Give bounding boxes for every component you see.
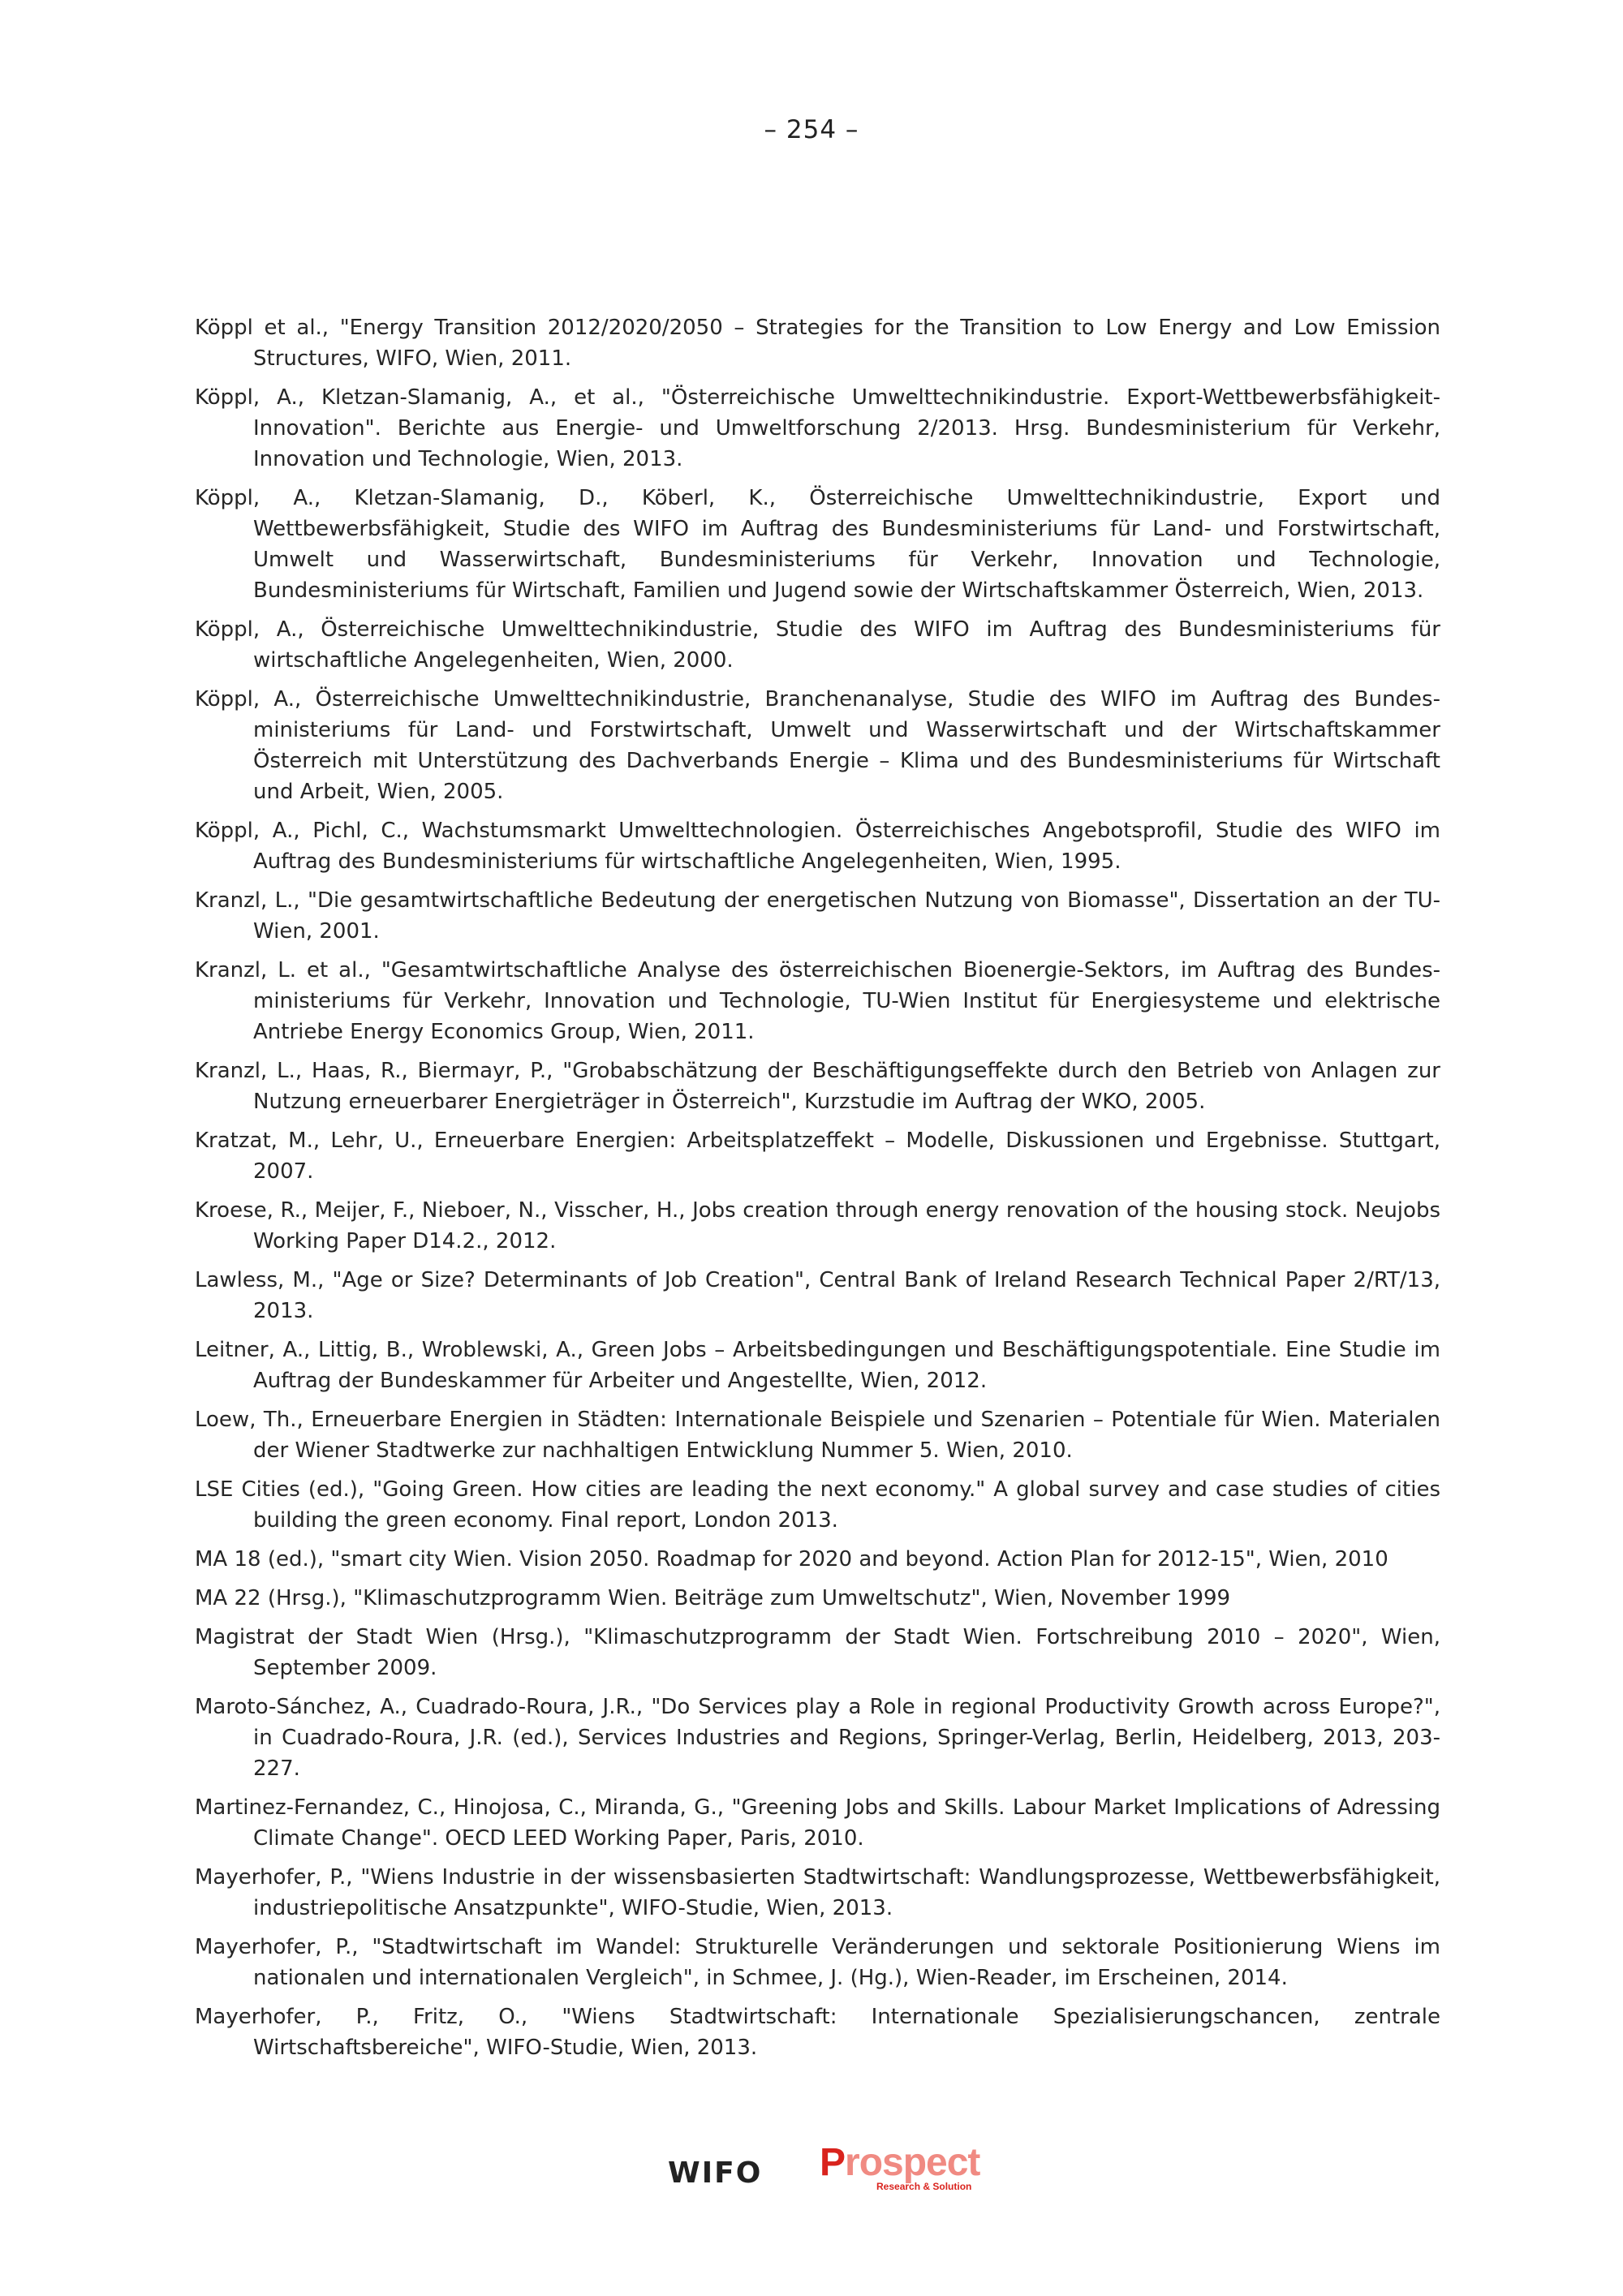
prospect-logo-text [820,2142,982,2184]
page-number: – 254 – [764,115,859,144]
reference-entry: Kranzl, L., Haas, R., Biermayr, P., "Grobabschätzung der Beschäftigungseffekte durch den Betrieb von Anlagen zur Nutzung erneuerbarer Energieträger in Österreich", Kurzstudie im Auftrag der WKO, 2005. [195,1059,1440,1114]
reference-entry: Kroese, R., Meijer, F., Nieboer, N., Visscher, H., Jobs creation through energy renovation of the housing stock. Neujobs Working Paper D14.2., 2012. [195,1198,1440,1253]
prospect-logo-rest: rospect [845,2141,980,2184]
reference-entry: Kranzl, L., "Die gesamtwirtschaftliche Bedeutung der energetischen Nutzung von Biomasse", Dissertation an der TU-Wien, 2001. [195,888,1440,944]
reference-entry: Kranzl, L. et al., "Gesamtwirtschaftliche Analyse des österreichischen Bioenergie-Sektors, im Auftrag des Bundes-ministeriums für Verkehr, Innovation und Technologie, TU-Wien Institut für Energiesysteme und elektrische Antriebe Energy Economics Group, Wien, 2011. [195,958,1440,1044]
reference-entry: Lawless, M., "Age or Size? Determinants of Job Creation", Central Bank of Ireland Research Technical Paper 2/RT/13, 2013. [195,1268,1440,1323]
reference-entry: Leitner, A., Littig, B., Wroblewski, A., Green Jobs – Arbeitsbedingungen und Beschäftigungspotentiale. Eine Studie im Auftrag der Bundeskammer für Arbeiter und Angestellte, Wien, 2012. [195,1338,1440,1393]
reference-entry: Köppl, A., Österreichische Umwelttechnikindustrie, Studie des WIFO im Auftrag des Bundesministeriums für wirtschaftliche Angelegenheiten, Wien, 2000. [195,617,1440,673]
reference-entry: Köppl, A., Kletzan-Slamanig, D., Köberl, K., Österreichische Umwelttechnikindustrie, Export und Wettbewerbsfähigkeit, Studie des WIFO im Auftrag des Bundesministeriums für Land- und Forstwirtschaft, Umwelt und Wasserwirtschaft, Bundesministeriums für Verkehr, Innovation und Technologie, Bundesministeriums für Wirtschaft, Familien und Jugend sowie der Wirtschaftskammer Österreich, Wien, 2013. [195,486,1440,603]
prospect-tagline: Research & Solution [876,2181,972,2192]
reference-entry: Köppl, A., Kletzan-Slamanig, A., et al., "Österreichische Umwelttechnikindustrie. Export-Wettbewerbsfähigkeit-Innovation". Berichte aus Energie- und Umweltforschung 2/2013. Hrsg. Bundesministerium für Verkehr, Innovation und Technologie, Wien, 2013. [195,385,1440,471]
reference-list [195,312,1440,2071]
prospect-logo-initial: P [820,2141,846,2184]
reference-entry: Magistrat der Stadt Wien (Hrsg.), "Klimaschutzprogramm der Stadt Wien. Fortschreibung 2010 – 2020", Wien, September 2009. [195,1625,1440,1680]
reference-entry: Köppl et al., "Energy Transition 2012/2020/2050 – Strategies for the Transition to Low Energy and Low Emission Structures, WIFO, Wien, 2011. [195,316,1440,371]
reference-entry: Mayerhofer, P., Fritz, O., "Wiens Stadtwirtschaft: Internationale Spezialisierungschancen, zentrale Wirtschaftsbereiche", WIFO-Studie, Wien, 2013. [195,2005,1440,2060]
reference-entry: Köppl, A., Pichl, C., Wachstumsmarkt Umwelttechnologien. Österreichisches Angebotsprofil, Studie des WIFO im Auftrag des Bundesministeriums für wirtschaftliche Angelegenheiten, Wien, 1995. [195,819,1440,874]
reference-entry: Köppl, A., Österreichische Umwelttechnikindustrie, Branchenanalyse, Studie des WIFO im Auftrag des Bundes-ministeriums für Land- und Forstwirtschaft, Umwelt und Wasserwirtschaft und der Wirtschaftskammer Österreich mit Unterstützung des Dachverbands Energie – Klima und des Bundesministeriums für Wirtschaft und Arbeit, Wien, 2005. [195,687,1440,804]
reference-entry: Kratzat, M., Lehr, U., Erneuerbare Energien: Arbeitsplatzeffekt – Modelle, Diskussionen und Ergebnisse. Stuttgart, 2007. [195,1129,1440,1184]
reference-entry: MA 18 (ed.), "smart city Wien. Vision 2050. Roadmap for 2020 and beyond. Action Plan for 2012-15", Wien, 2010 [195,1547,1388,1572]
reference-entry: Mayerhofer, P., "Wiens Industrie in der wissensbasierten Stadtwirtschaft: Wandlungsprozesse, Wettbewerbsfähigkeit, industriepolitische Ansatzpunkte", WIFO-Studie, Wien, 2013. [195,1865,1440,1920]
reference-entry: Mayerhofer, P., "Stadtwirtschaft im Wandel: Strukturelle Veränderungen und sektorale Positionierung Wiens im nationalen und internationalen Vergleich", in Schmee, J. (Hg.), Wien-Reader, im Erscheinen, 2014. [195,1935,1440,1990]
reference-entry: MA 22 (Hrsg.), "Klimaschutzprogramm Wien. Beiträge zum Umweltschutz", Wien, November 1999 [195,1586,1231,1610]
prospect-logo [820,2142,982,2199]
reference-entry: LSE Cities (ed.), "Going Green. How cities are leading the next economy." A global survey and case studies of cities building the green economy. Final report, London 2013. [195,1477,1440,1533]
reference-entry: Loew, Th., Erneuerbare Energien in Städten: Internationale Beispiele und Szenarien – Potentiale für Wien. Materialen der Wiener Stadtwerke zur nachhaltigen Entwicklung Nummer 5. Wien, 2010. [195,1408,1440,1463]
page-footer [0,2142,1623,2199]
reference-entry: Maroto-Sánchez, A., Cuadrado-Roura, J.R., "Do Services play a Role in regional Productivity Growth across Europe?", in Cuadrado-Roura, J.R. (ed.), Services Industries and Regions, Springer-Verlag, Berlin, Heidelberg, 2013, 203-227. [195,1695,1440,1781]
reference-entry: Martinez-Fernandez, C., Hinojosa, C., Miranda, G., "Greening Jobs and Skills. Labour Market Implications of Adressing Climate Change". OECD LEED Working Paper, Paris, 2010. [195,1795,1440,1851]
wifo-logo: WIFO [668,2156,763,2190]
